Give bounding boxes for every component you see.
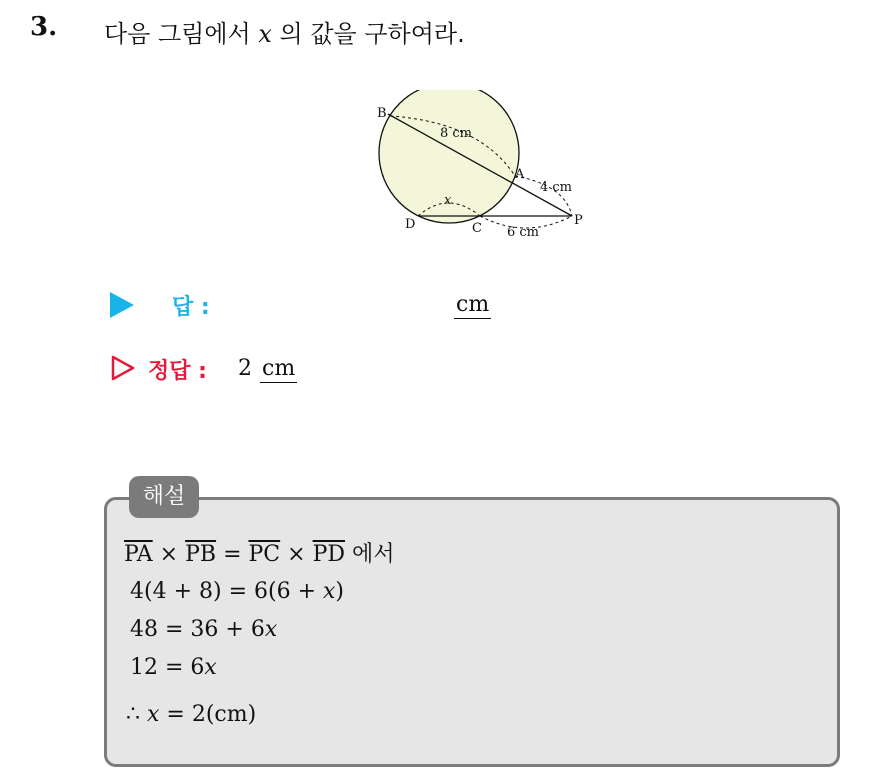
label-6cm: 6 cm [507, 225, 540, 240]
question-text-after: 의 값을 구하여라. [271, 20, 465, 48]
point-b-label: B [377, 106, 387, 121]
point-p-label: P [574, 213, 583, 228]
explanation-line-1 [124, 537, 395, 568]
question-text-before: 다음 그림에서 [104, 20, 259, 48]
equals-operator: = [216, 542, 249, 567]
outline-triangle-icon [110, 354, 136, 382]
times-operator: × [280, 542, 313, 567]
segment-pc: $\overline{PC}$ [248, 542, 281, 567]
explanation-line-4: 12 = 6x [130, 655, 217, 680]
explanation-line-5 [126, 702, 256, 727]
geometry-figure [360, 90, 600, 250]
segment-pb: $\overline{PB}$ [185, 542, 217, 567]
explanation-line-3: 48 = 36 + 6x [130, 617, 278, 642]
point-c-label: C [472, 221, 482, 236]
label-x: x [444, 193, 452, 208]
explanation-tag: 해설 [129, 476, 199, 518]
explanation-suffix: 에서 [345, 542, 395, 567]
final-value: 2(cm) [191, 702, 257, 727]
question-number: 3. [30, 12, 58, 42]
correct-answer-value: 2 [238, 356, 252, 381]
play-triangle-icon [110, 292, 134, 318]
question-text [104, 14, 465, 49]
answer-unit-blank[interactable]: cm [456, 292, 490, 317]
correct-answer-unit: cm [262, 356, 296, 381]
correct-answer-row [108, 352, 528, 388]
point-a-label: A [515, 167, 525, 182]
label-4cm: 4 cm [540, 180, 573, 195]
answer-label: 답 : [172, 295, 210, 320]
point-d-label: D [405, 217, 416, 232]
correct-answer-label: 정답 : [148, 359, 207, 384]
question-variable: x [258, 20, 272, 48]
circle-secant-diagram [360, 90, 600, 250]
therefore-prefix: ∴ x = [126, 702, 192, 727]
explanation-line-2: 4(4 + 8) = 6(6 + x) [130, 579, 345, 604]
answer-row [108, 288, 528, 324]
segment-pa: $\overline{PA}$ [124, 542, 153, 567]
segment-pd: $\overline{PD}$ [312, 542, 346, 567]
times-operator: × [152, 542, 186, 567]
label-8cm: 8 cm [440, 126, 473, 141]
